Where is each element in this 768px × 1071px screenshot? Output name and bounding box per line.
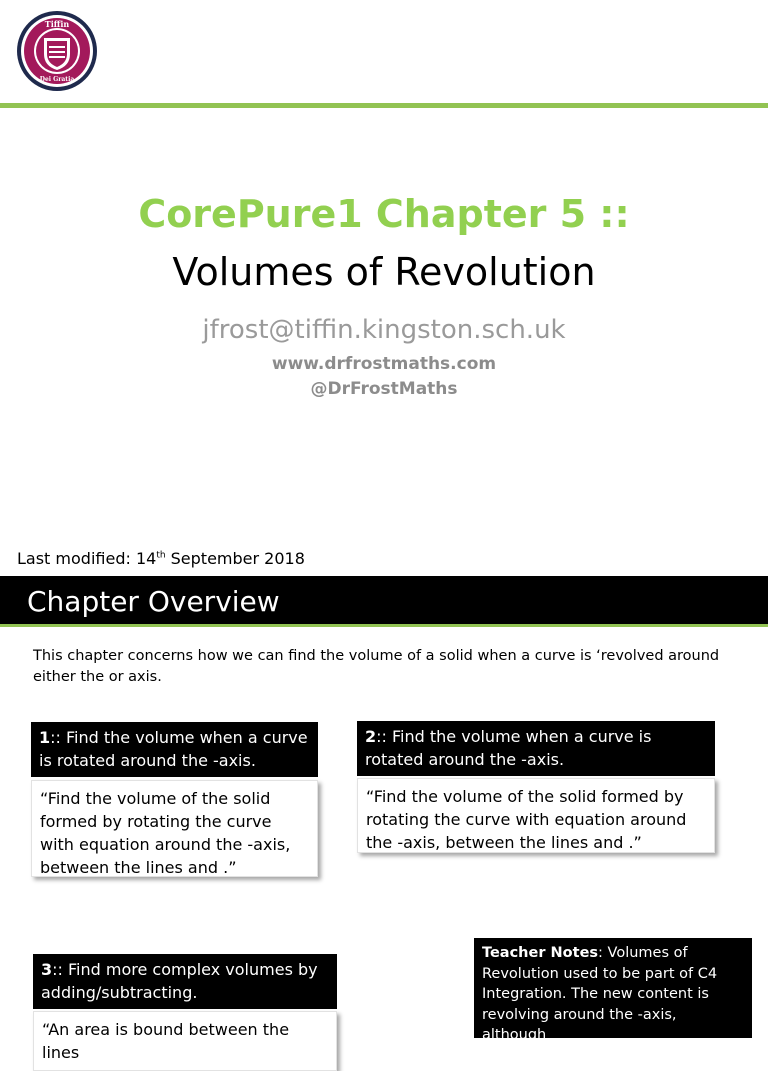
last-modified-prefix: Last modified: 14 [17,549,157,568]
topic-3-example: “An area is bound between the lines [33,1011,337,1071]
crest-lettering-bottom: Dei Gratia [39,76,75,83]
slide-subtitle: Volumes of Revolution [172,250,596,294]
website-link: www.drfrostmaths.com [271,354,497,374]
teacher-notes-text: : Volumes of Revolution used to be part of C4 Integration. The new content is revolving around the -axis, although [482,945,718,1043]
twitter-handle: @DrFrostMaths [310,379,458,399]
crest-lettering-top: Tiffin [44,19,70,29]
school-crest-logo [16,10,98,92]
topic-2-title: :: Find the volume when a curve is rotated around the -axis. [365,727,652,769]
topic-3-header [33,954,337,1009]
slide-title: CorePure1 Chapter 5 :: [138,192,630,236]
overview-divider [0,624,768,627]
topic-3-number: 3 [41,960,53,979]
topic-1-header [31,722,318,777]
topic-1-number: 1 [39,728,51,747]
topic-3-title: :: Find more complex volumes by adding/subtracting. [41,960,318,1002]
last-modified [17,548,305,570]
topic-1-example: “Find the volume of the solid formed by rotating the curve with equation around the -axis, between the lines and .” [31,780,318,877]
topic-2-header [357,721,715,776]
topic-1-title: :: Find the volume when a curve is rotated around the -axis. [39,728,308,770]
last-modified-suffix: September 2018 [165,549,305,568]
topic-2-number: 2 [365,727,377,746]
last-modified-ordinal: th [156,550,166,561]
teacher-notes [474,938,752,1043]
overview-title: Chapter Overview [27,585,280,618]
topic-2-example: “Find the volume of the solid formed by rotating the curve with equation around the -axis, between the lines and .” [357,778,715,853]
header-divider [0,103,768,108]
teacher-notes-label: Teacher Notes [482,945,599,961]
chapter-intro: This chapter concerns how we can find the volume of a solid when a curve is ‘revolved around either the or axis. [33,648,720,685]
author-email: jfrost@tiffin.kingston.sch.uk [202,315,566,345]
